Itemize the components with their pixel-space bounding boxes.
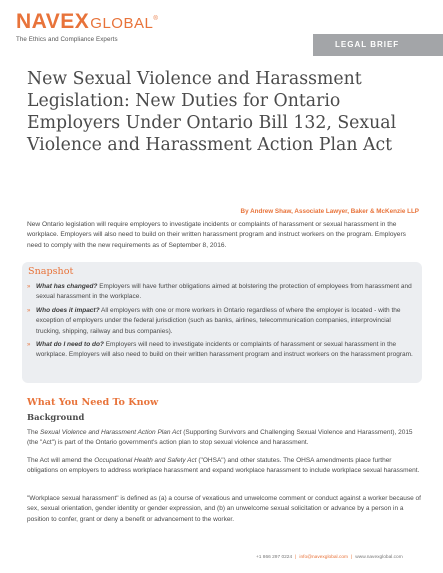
snapshot-item	[22, 340, 422, 361]
p2-act-name: Occupational Health and Safety Act	[94, 457, 197, 464]
footer-separator: |	[295, 555, 297, 560]
navex-global-logo	[16, 8, 158, 43]
legal-brief-banner: LEGAL BRIEF	[313, 34, 443, 56]
snapshot-answer: Employers will need to investigate incidents or complaints of harassment or sexual harassment in the workplace. Employers will also need to build on their written harassment program and instruct workers on the harassment program.	[36, 341, 413, 359]
bullet-arrow-icon: »	[27, 307, 31, 314]
snapshot-title: Snapshot	[28, 266, 74, 277]
page-footer	[256, 555, 403, 560]
snapshot-question: What has changed?	[36, 283, 98, 290]
snapshot-question: What do I need to do?	[36, 341, 104, 349]
author-byline: By Andrew Shaw, Associate Lawyer, Baker & McKenzie LLP	[240, 208, 419, 215]
footer-separator: |	[351, 555, 353, 560]
snapshot-answer: Employers will have further obligations aimed at bolstering the protection of employees from harassment and sexual harassment in the workplace.	[36, 283, 412, 301]
footer-phone: +1 866 297 0224	[256, 555, 293, 560]
p2-text-b: ("OHSA") and other statutes. The OHSA amendments place further obligations on employers to address workplace harassment and expand workplace harassment to include workplace sexual harassment.	[27, 457, 420, 475]
snapshot-question: Who does it impact?	[36, 306, 100, 314]
snapshot-box	[22, 262, 422, 383]
p1-text-a: The	[27, 429, 41, 436]
bullet-arrow-icon: »	[27, 284, 31, 290]
snapshot-answer: All employers with one or more workers in Ontario regardless of where the employer is located - with the exception of employers under the federal jurisdiction (such as banks, airlines, telecommunication companies, interprovincial trucking, shipping, railway and bus companies).	[36, 306, 401, 335]
snapshot-item	[22, 282, 422, 303]
logo-wordmark	[16, 8, 158, 35]
body-paragraph-3: "Workplace sexual harassment" is defined as (a) a course of vexatious and unwelcome comment or conduct against a worker because of sex, sexual orientation, gender identity or gender expression, and (b) an unwelcome sexual solicitation or advance by a person in a position to confer, grant or deny a benefit or advancement to the worker.	[27, 495, 421, 523]
p1-text-b: (Supporting Survivors and Challenging Sexual Violence and Harassment), 2015 (the "Act") is part of the Ontario government's action plan to stop sexual violence and harassment.	[27, 429, 413, 447]
intro-paragraph: New Ontario legislation will require employers to investigate incidents or complaints of harassment or sexual harassment in the workplace. Employers will also need to build on their written harassment program and instruct workers on the program. Employers need to comply with the new requirements as of September 8, 2016.	[27, 221, 406, 249]
snapshot-list	[22, 282, 422, 364]
footer-website-link[interactable]: www.navexglobal.com	[355, 555, 403, 560]
body-paragraph-2	[27, 456, 421, 477]
page-title: New Sexual Violence and Harassment Legislation: New Duties for Ontario Employers Under Ontario Bill 132, Sexual Violence and Harassment Action Plan Act	[27, 69, 397, 155]
section-heading: What You Need To Know	[27, 397, 159, 408]
body-paragraph-1	[27, 428, 421, 449]
snapshot-item	[22, 306, 422, 337]
section-subheading: Background	[27, 412, 85, 422]
logo-global: GLOBAL	[90, 15, 154, 32]
bullet-arrow-icon: »	[27, 342, 31, 349]
footer-email-link[interactable]: info@navexglobal.com	[299, 555, 349, 560]
logo-tagline: The Ethics and Compliance Experts	[16, 36, 118, 43]
logo-navex: NAVEX	[16, 10, 90, 33]
p1-act-name: Sexual Violence and Harassment Action Plan Act	[40, 429, 182, 436]
p2-text-a: The Act will amend the	[27, 457, 95, 464]
logo-trademark: ®	[153, 16, 159, 22]
